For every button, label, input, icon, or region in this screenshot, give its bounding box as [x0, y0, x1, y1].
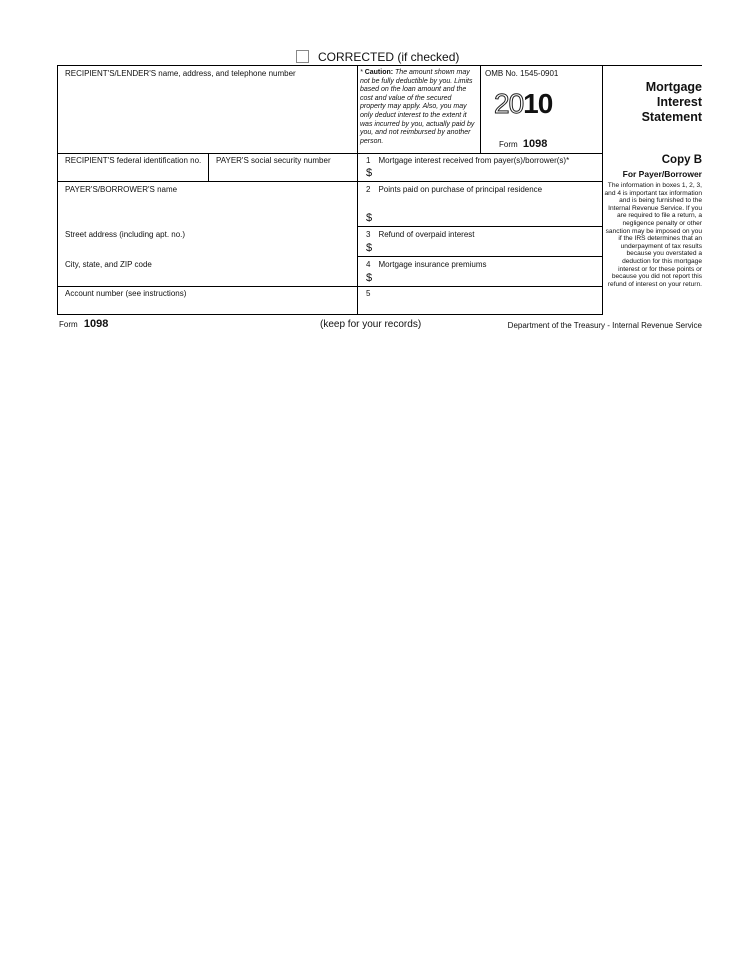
title-line-1: Mortgage [645, 80, 702, 94]
row-divider-right-1 [357, 181, 602, 182]
box-2-text: Points paid on purchase of principal residence [378, 185, 543, 194]
box-2-number: 2 [366, 185, 371, 194]
footer-form-word: Form [59, 320, 78, 329]
omb-divider [480, 65, 481, 153]
omb-form-number: 1098 [522, 138, 548, 150]
recipient-name-label: RECIPIENT'S/LENDER'S name, address, and telephone number [65, 69, 296, 78]
account-number-label: Account number (see instructions) [65, 289, 187, 298]
box-5-label [366, 289, 378, 299]
box-5-number: 5 [366, 289, 371, 298]
box-2-amount-field[interactable] [376, 210, 601, 225]
box-1-amount-field[interactable] [376, 165, 601, 180]
recipient-name-field[interactable] [58, 82, 356, 152]
box-2-dollar: $ [366, 212, 373, 224]
row-divider-2 [57, 286, 602, 287]
omb-form-word: Form [499, 140, 518, 149]
row-divider-left-1 [57, 181, 357, 182]
box-3-number: 3 [366, 230, 371, 239]
copy-b-title: Copy B [661, 154, 702, 166]
title-line-3: Statement [641, 110, 702, 124]
tax-year-light: 20 [494, 88, 524, 119]
payer-name-field[interactable] [58, 197, 356, 227]
tax-year-bold: 10 [523, 88, 553, 119]
box-3-amount-field[interactable] [376, 240, 601, 255]
omb-form-id [499, 138, 547, 150]
row-divider-right-3 [357, 256, 602, 257]
box-4-dollar: $ [366, 272, 373, 284]
payer-ssn-field[interactable] [209, 167, 356, 180]
payer-ssn-label: PAYER'S social security number [216, 156, 331, 165]
row-divider-right-2 [357, 226, 602, 227]
caution-text: The amount shown may not be fully deductible by you. Limits based on the loan amount and the cost and value of the secured property may apply. Also, you may only deduct interest to the extent it was incurred by you, actually paid by you, and not reimbursed by another person. [360, 69, 475, 145]
recipient-fed-id-label: RECIPIENT'S federal identification no. [65, 156, 202, 165]
box-1-text: Mortgage interest received from payer(s)/borrower(s)* [378, 156, 570, 165]
payer-name-label: PAYER'S/BORROWER'S name [65, 185, 178, 194]
city-state-zip-field[interactable] [58, 271, 356, 285]
row-divider-1 [57, 153, 602, 154]
box-1-number: 1 [366, 156, 371, 165]
box-2-label [366, 185, 542, 195]
form-bottom-border [57, 314, 602, 315]
city-state-zip-label: City, state, and ZIP code [65, 260, 152, 269]
box-4-label [366, 260, 487, 270]
account-number-field[interactable] [58, 300, 356, 313]
footer-form-id [59, 318, 108, 330]
street-address-label: Street address (including apt. no.) [65, 230, 186, 239]
footer-keep-note: (keep for your records) [320, 319, 422, 330]
corrected-checkbox[interactable] [296, 50, 309, 63]
box-4-number: 4 [366, 260, 371, 269]
box-4-text: Mortgage insurance premiums [378, 260, 487, 269]
caution-star: * [360, 69, 363, 76]
tax-year [494, 89, 552, 119]
box-3-text: Refund of overpaid interest [378, 230, 475, 239]
omb-number: OMB No. 1545-0901 [485, 69, 559, 78]
footer-form-number: 1098 [83, 318, 109, 330]
copy-b-notice: The information in boxes 1, 2, 3, and 4 is important tax information and is being furnished to the Internal Revenue Service. If you are required to file a return, a negligence penalty or other sanction may be imposed on you if the IRS determines that an underpayment of tax results because you overstated a deduction for this mortgage interest or for these points or because you did not report this refund of interest on your return. [604, 182, 702, 288]
caution-note [360, 69, 478, 146]
box-5-field[interactable] [358, 300, 601, 313]
box-4-amount-field[interactable] [376, 270, 601, 285]
street-address-field[interactable] [58, 241, 356, 256]
box-3-dollar: $ [366, 242, 373, 254]
caution-title: Caution: [364, 69, 394, 76]
copy-b-subtitle: For Payer/Borrower [622, 169, 702, 179]
box-1-dollar: $ [366, 167, 373, 179]
form-top-border [57, 65, 702, 66]
form-right-divider [602, 65, 603, 315]
footer-department: Department of the Treasury - Internal Revenue Service [507, 321, 702, 330]
box-3-label [366, 230, 475, 240]
form-title [642, 80, 702, 125]
corrected-label: CORRECTED (if checked) [318, 50, 460, 64]
recipient-fed-id-field[interactable] [58, 167, 207, 180]
title-line-2: Interest [656, 95, 702, 109]
column-divider [357, 65, 358, 315]
